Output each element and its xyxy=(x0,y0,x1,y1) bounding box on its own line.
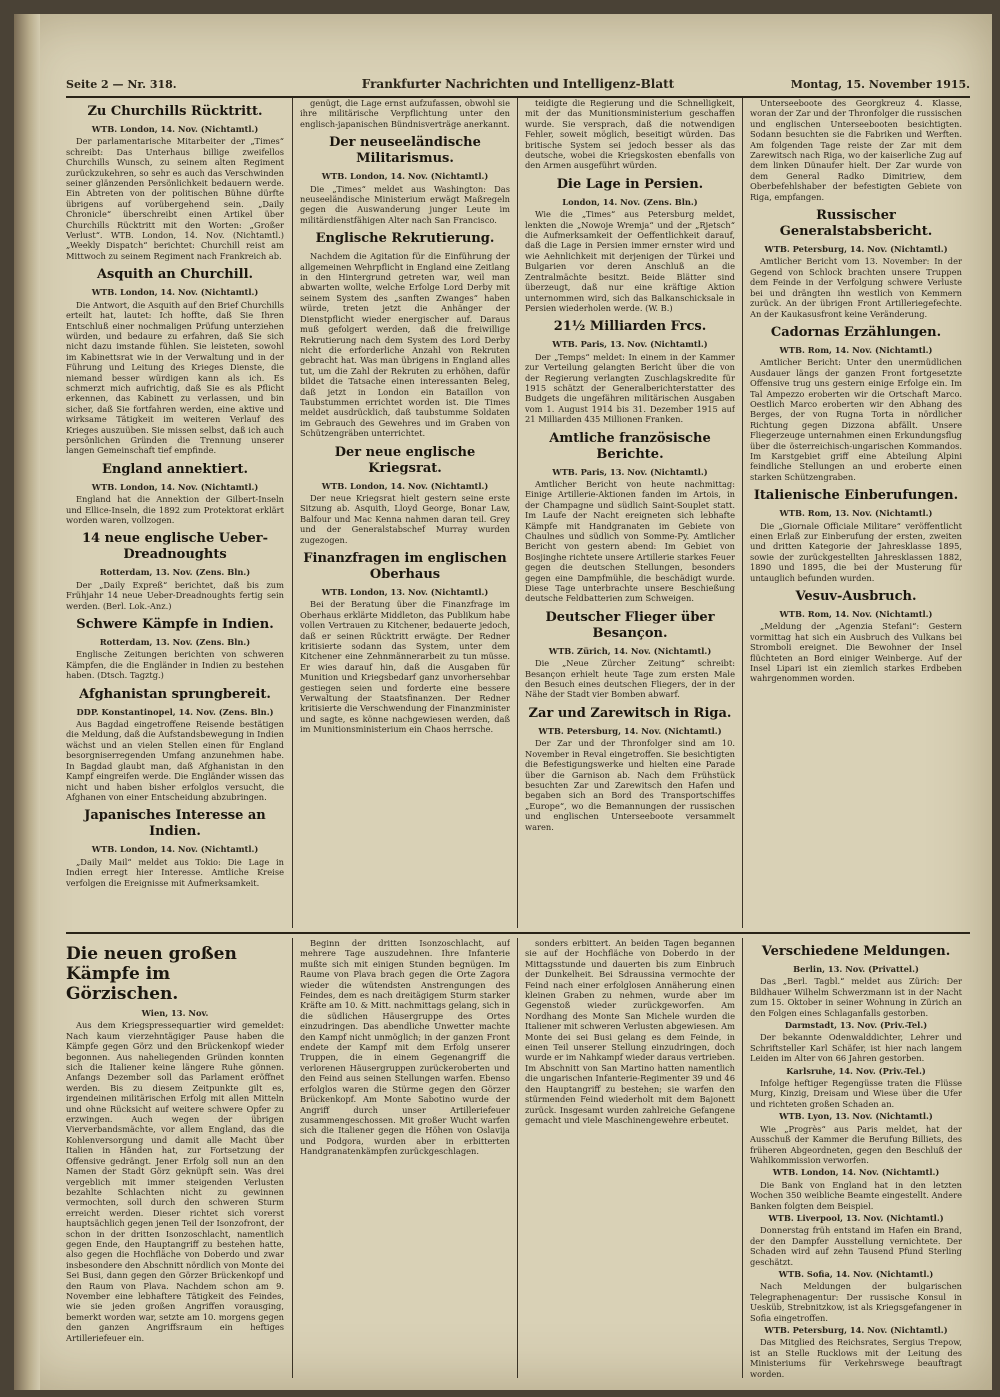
article-body: Der Zar und der Thronfolger sind am 10. November in Reval eingetroffen. Sie besichtigten die Befestigungswerke und hielten eine Parade über die Garnison ab. Nach dem Frühstück besuchten Zar und Zarewitsch den Hafen und begaben sich an Bord des Transportschiffes „Europe“, wo die Bemannungen der russischen und englischen Unterseeboote versammelt waren. xyxy=(525,738,735,832)
article-dateline: Rotterdam, 13. Nov. (Zens. Bln.) xyxy=(99,567,251,578)
article-headline: Der neue englische Kriegsrat. xyxy=(334,444,476,476)
article-body: sonders erbittert. An beiden Tagen begannen sie auf der Hochfläche von Doberdo in der Mittagsstunde und dauerten bis zum Einbruch der Dunkelheit. Bei Sdraussina vermochte der Feind nach einer erfolglosen Annäherung einen kleinen Graben zu nehmen, wurde aber im Gegenstoß wieder zurückgeworfen. Am Nordhang des Monte San Michele wurden die Italiener mit schweren Verlusten abgewiesen. Am Monte dei sei Busi gelang es dem Feinde, in einen Teil unserer Stellung einzudringen, doch wurde er im Nahkampf wieder daraus vertrieben. Im Abschnitt von San Martino hatten namentlich die ungarischen Infanterie-Regimenter 39 und 46 den Hauptangriff zu bestehen; sie warfen den stürmenden Feind wiederholt mit dem Bajonett zurück. Insgesamt wurden zahlreiche Gefangene gemacht und viele Maschinengewehre erbeutet. xyxy=(525,938,735,1125)
article-body: England hat die Annektion der Gilbert-Inseln und Ellice-Inseln, die 1892 zum Protektorat erklärt worden waren, vollzogen. xyxy=(66,494,284,525)
article-dateline: WTB. Zürich, 14. Nov. (Nichtamtl.) xyxy=(548,645,712,656)
newspaper-page xyxy=(14,14,992,1390)
article-headline: 14 neue englische Ueber-Dreadnoughts xyxy=(82,531,268,563)
article-dateline: WTB. Rom, 14. Nov. (Nichtamtl.) xyxy=(779,609,933,620)
column-divider xyxy=(292,938,293,1378)
article-body: Der bekannte Odenwalddichter, Lehrer und Schriftsteller Karl Schäfer, ist hier nach langem Leiden im Alter von 66 Jahren gestorben. xyxy=(750,1032,962,1064)
article-dateline: WTB. London, 14. Nov. (Nichtamtl.) xyxy=(91,481,259,492)
article-dateline: Karlsruhe, 14. Nov. (Priv.-Tel.) xyxy=(786,1065,926,1076)
article-body: Der „Daily Expreß“ berichtet, daß bis zum Frühjahr 14 neue Ueber-Dreadnoughts fertig sein werden. (Berl. Lok.-Anz.) xyxy=(66,579,284,611)
article-dateline: WTB. London, 14. Nov. (Nichtamtl.) xyxy=(321,480,489,491)
article-dateline: Berlin, 13. Nov. (Privattel.) xyxy=(793,964,919,974)
article-body: Donnerstag früh entstand im Hafen ein Brand, der den Dampfer Ausstellung vernichtete. Der Schaden wird auf zehn Tausend Pfund Sterling geschätzt. xyxy=(750,1225,962,1267)
article-body: Der neue Kriegsrat hielt gestern seine erste Sitzung ab. Asquith, Lloyd George, Bonar Law, Balfour und Mac Kenna nahmen daran teil. Grey und der Generalstabschef Murray wurden zugezogen. xyxy=(300,492,510,545)
issue-date: Montag, 15. November 1915. xyxy=(790,78,970,91)
article-dateline: WTB. Sofia, 14. Nov. (Nichtamtl.) xyxy=(778,1268,934,1279)
article-dateline: WTB. Rom, 14. Nov. (Nichtamtl.) xyxy=(779,344,933,355)
section-divider xyxy=(66,932,970,934)
article-headline: Afghanistan sprungbereit. xyxy=(79,686,271,702)
article-dateline: WTB. London, 14. Nov. (Nichtamtl.) xyxy=(91,287,259,298)
newspaper-title: Frankfurter Nachrichten und Intelligenz-Blatt xyxy=(361,77,675,91)
column-divider xyxy=(742,938,743,1378)
article-dateline: Rotterdam, 13. Nov. (Zens. Bln.) xyxy=(99,637,251,648)
article-headline: Verschiedene Meldungen. xyxy=(761,944,951,959)
article-body: Das Mitglied des Reichsrates, Sergius Trepow, ist an Stelle Rucklows mit der Leitung des Ministeriums für Verkehrswege beauftragt worden. xyxy=(750,1337,962,1378)
page-edge xyxy=(14,14,40,1390)
article-dateline: WTB. Petersburg, 14. Nov. (Nichtamtl.) xyxy=(764,244,948,255)
article-body: Unterseeboote des Georgkreuz 4. Klasse, woran der Zar und der Thronfolger die russischen und englischen Unterseebooten besichtigten. Sodann besuchten sie die Fabriken und Werften. Am folgenden Tage reiste der Zar mit dem Zarewitsch nach Riga, wo der kaiserliche Zug auf dem linken Dünaufer hielt. Der Zar wurde von dem General Radko Dimitriew, dem Oberbefehlshaber der befestigten Gebiete von Riga, empfangen. xyxy=(750,98,962,202)
column-divider xyxy=(742,98,743,928)
article-headline: Deutscher Flieger über Besançon. xyxy=(545,609,715,641)
article-body: Der parlamentarische Mitarbeiter der „Times“ schreibt: Das Unterhaus billige zweifellos Churchills Wunsch, zu seinem alten Regiment zurückzukehren, so sehr es auch das Verschwinden seiner glänzenden Persönlichkeit bedauern werde. Ein Abtreten von der politischen Bühne dürfte übrigens auf vorübergehend sein. „Daily Chronicle“ überschreibt einen Artikel über Churchills Rücktritt mit den Worten: „Großer Verlust“. WTB. London, 14. Nov. (Nichtamtl.) „Weekly Dispatch“ berichtet: Churchill reist am Mittwoch zu seinem Regiment nach Frankreich ab. xyxy=(66,136,284,261)
article-headline: Zu Churchills Rücktritt. xyxy=(87,104,263,119)
article-headline: Die Lage in Persien. xyxy=(556,176,704,192)
article-dateline: WTB. Paris, 13. Nov. (Nichtamtl.) xyxy=(552,466,708,477)
article-dateline: WTB. Rom, 13. Nov. (Nichtamtl.) xyxy=(779,508,933,519)
article-body: Die „Times“ meldet aus Washington: Das neuseeländische Ministerium erwägt Maßregeln gegen die Auswanderung junger Leute im militärdienstfähigen Alter nach San Francisco. xyxy=(300,183,510,225)
article-headline: England annektiert. xyxy=(101,461,249,477)
bottom-column-4 xyxy=(750,938,962,1378)
article-body: genügt, die Lage ernst aufzufassen, obwohl sie ihre militärische Verpflichtung unter den englisch-japanischen Bündnisverträge anerkannt. xyxy=(300,98,510,129)
article-headline: Zar und Zarewitsch in Riga. xyxy=(528,705,732,721)
article-body: Der „Temps“ meldet: In einem in der Kammer zur Verteilung gelangten Bericht über die von der Regierung verlangten Zuschlagskredite für 1915 schätzt der Generalberichterstatter des Budgets die ungefähren militärischen Ausgaben vom 1. August 1914 bis 31. Dezember 1915 auf 21 Milliarden 435 Millionen Franken. xyxy=(525,351,735,425)
article-body: „Daily Mail“ meldet aus Tokio: Die Lage in Indien erregt hier Interesse. Amtliche Kreise verfolgen die Ereignisse mit Aufmerksamkeit. xyxy=(66,856,284,888)
column-3 xyxy=(525,98,735,928)
article-dateline: WTB. London, 14. Nov. (Nichtamtl.) xyxy=(91,844,259,855)
article-body: Das „Berl. Tagbl.“ meldet aus Zürich: Der Bildhauer Wilhelm Schwerzmann ist in der Nacht zum 15. Oktober in seiner Wohnung in Zürich an den Folgen eines Schlaganfalls gestorben. xyxy=(750,976,962,1018)
article-body: Nach Meldungen der bulgarischen Telegraphenagentur: Der russische Konsul in Uesküb, Strebnitzkow, ist als Kriegsgefangener in Sofia eingetroffen. xyxy=(750,1281,962,1323)
article-headline: Schwere Kämpfe in Indien. xyxy=(76,617,274,633)
article-body: Amtlicher Bericht vom 13. November: In der Gegend von Schlock brachten unsere Truppen dem Feinde in der Verfolgung schwere Verluste bei und drängten ihn westlich von Kemmern zurück. An der übrigen Front Artilleriegefechte. An der Kaukasusfront keine Veränderung. xyxy=(750,256,962,319)
article-body: Aus dem Kriegspressequartier wird gemeldet: Nach kaum vierzehntägiger Pause haben die Kämpfe gegen Görz und den Brückenkopf wieder begonnen. Aus naheliegenden Gründen konnten sich die Italiener keine längere Ruhe gönnen. Anfangs Dezember soll das Parlament eröffnet werden. Bis zu diesem Zeitpunkte gilt es, irgendeinen militärischen Erfolg mit allen Mitteln und ohne Rücksicht auf weitere schwere Opfer zu erzwingen. Auch wegen der übrigen Vierverbandsmächte, vor allem England, das die Kohlenversorgung und damit alle Macht über Italien in Händen hat, zur Fortsetzung der Offensive gedrängt. Jener Erfolg soll nun an den Namen der Stadt Görz geknüpft sein. Was drei vergeblich mit immer steigenden Verlusten bezahlte Schlachten nicht zu gewinnen vermochten, soll durch den schweren Sturm erreicht werden. Dieser richtet sich vorerst hauptsächlich gegen jenen Teil der Isonzofront, der schon in der dritten Isonzoschlacht, namentlich gegen Ende, den Hauptangriff zu bestehen hatte, also gegen die Hochfläche von Doberdo und zwar insbesondere den Abschnitt nördlich von Monte dei Sei Busi, dann gegen den Görzer Brückenkopf und den Raum von Plava. Nachdem schon am 9. November eine lebhaftere Tätigkeit des Feindes, wie sie jeden großen Angriffen vorausging, bemerkt worden war, setzte am 10. morgens gegen den ganzen Angriffsraum ein heftiges Artilleriefeuer ein. xyxy=(66,1020,284,1343)
article-body: Die „Giornale Officiale Militare“ veröffentlicht einen Erlaß zur Einberufung der ersten, zweiten und dritten Kategorie der Jahresklasse 1895, sowie der zurückgestellten Jahresklassen 1882, 1890 und 1895, die bei der Musterung für untauglich befunden wurden. xyxy=(750,520,962,583)
column-divider xyxy=(517,938,518,1378)
article-dateline: WTB. Petersburg, 14. Nov. (Nichtamtl.) xyxy=(538,725,722,736)
column-divider xyxy=(292,98,293,928)
masthead xyxy=(66,74,970,98)
article-dateline: WTB. London, 14. Nov. (Nichtamtl.) xyxy=(91,124,259,134)
article-headline: Cadornas Erzählungen. xyxy=(770,324,942,340)
article-headline: Vesuv-Ausbruch. xyxy=(795,589,917,605)
article-dateline: WTB. London, 13. Nov. (Nichtamtl.) xyxy=(321,587,489,597)
article-headline: Der neuseeländische Militarismus. xyxy=(329,135,481,167)
article-headline: 21½ Milliarden Frcs. xyxy=(553,319,707,335)
article-headline: Japanisches Interesse an Indien. xyxy=(84,808,266,840)
article-headline: Amtliche französische Berichte. xyxy=(549,430,711,462)
article-body: Amtlicher Bericht: Unter den unermüdlichen Ausdauer längs der ganzen Front fortgesetzte Offensive trug uns gestern einige Erfolge ein. Im Tal Ampezzo eroberten wir die Ortschaft Marco. Oestlich Marco eroberten wir den Abhang des Berges, der von Rugna Torta in nördlicher Richtung gegen Dizzona abfällt. Unsere Fliegerzeuge unternahmen einen Erkundungsflug über die österreichisch-ungarischen Kommandos. Im Karstgebiet griff eine Abteilung Alpini feindliche Stellungen an und eroberte einen starken Schützengraben. xyxy=(750,357,962,482)
article-dateline: London, 14. Nov. (Zens. Bln.) xyxy=(562,196,698,207)
article-dateline: WTB. Lyon, 13. Nov. (Nichtamtl.) xyxy=(779,1111,933,1122)
article-headline: Englische Rekrutierung. xyxy=(315,231,495,247)
article-body: Aus Bagdad eingetroffene Reisende bestätigen die Meldung, daß die Aufstandsbewegung in Indien wächst und an vielen Stellen einen für England besorgniserregenden Umfang anzunehmen habe. In Bagdad glaubt man, daß Afghanistan in den Kampf eingreifen werde. Die Engländer wissen das nicht und haben bisher erfolglos versucht, die Afghanen von einer Entscheidung abzubringen. xyxy=(66,719,284,802)
article-dateline: WTB. Petersburg, 14. Nov. (Nichtamtl.) xyxy=(764,1325,948,1335)
article-headline: Italienische Einberufungen. xyxy=(753,488,959,504)
article-body: Nachdem die Agitation für die Einführung der allgemeinen Wehrpflicht in England eine Zeitlang in den Hintergrund getreten war, weil man abwarten wollte, welche Erfolge Lord Derby mit seinem System des „sanften Zwanges“ haben würde, treten jetzt die Anhänger der Dienstpflicht wieder energischer auf. Daraus muß gefolgert werden, daß die freiwillige Rekrutierung nach dem System des Lord Derby nicht die erforderliche Anzahl von Rekruten gebracht hat. Was man übrigens in England alles tut, um die Zahl der Rekruten zu erhöhen, dafür bildet die Tatsache einen interessanten Beleg, daß jetzt in London ein Bataillon von Taubstummen errichtet worden ist. Die Times meldet ausdrücklich, daß taubstumme Soldaten im Gebrauch des Gewehres und im Graben von Schützengräben unterrichtet. xyxy=(300,251,510,439)
column-1 xyxy=(66,98,284,928)
column-divider xyxy=(517,98,518,928)
article-body: Die Antwort, die Asquith auf den Brief Churchills erteilt hat, lautet: Ich hoffte, daß Sie Ihren Entschluß einer nochmaligen Prüfung unterziehen würden, und bedaure zu erfahren, daß Sie sich nicht dazu imstande fühlen. Sie leisteten, sowohl im Kabinettsrat wie in der Verwaltung und in der Führung und Leitung des Krieges Dienste, die niemand besser würdigen kann als ich. Es schmerzt mich aufrichtig, daß Sie es als Pflicht erkennen, das Kabinett zu verlassen, und bin sicher, daß Sie fortfahren werden, eine aktive und wirksame Tätigkeit im weiteren Verlauf des Krieges auszuüben. Sie missen selbst, daß ich auch persönlichen Gründen die Trennung unserer langen Gemeinschaft tief empfinde. xyxy=(66,299,284,456)
bottom-column-3 xyxy=(525,938,735,1378)
article-dateline: WTB. Paris, 13. Nov. (Nichtamtl.) xyxy=(552,339,708,350)
article-dateline: WTB. Liverpool, 13. Nov. (Nichtamtl.) xyxy=(768,1212,944,1223)
article-dateline: Darmstadt, 13. Nov. (Priv.-Tel.) xyxy=(784,1020,928,1031)
article-body: Bei der Beratung über die Finanzfrage im Oberhaus erklärte Middleton, das Publikum habe vollen Vertrauen zu Kitchener, bedauerte jedoch, daß er seinen Rücktritt erwägte. Der Redner kritisierte sodann das System, unter dem Kitchener eine Zehnmännerarbeit zu tun müsse. Er wies darauf hin, daß die Ausgaben für Munition und Kriegsbedarf ganz unvorhersehbar gestiegen seien und forderte eine bessere Verwaltung der Staatsfinanzen. Der Redner kritisierte die Verschwendung der Finanzminister und sagte, es könne nachgewiesen werden, daß im Munitionsministerium ein Chaos herrsche. xyxy=(300,599,510,735)
article-headline: Finanzfragen im englischen Oberhaus xyxy=(303,551,507,582)
article-body: Die Bank von England hat in den letzten Wochen 350 weibliche Beamte eingestellt. Andere Banken folgten dem Beispiel. xyxy=(750,1179,962,1211)
article-dateline: WTB. London, 14. Nov. (Nichtamtl.) xyxy=(321,171,489,182)
column-2 xyxy=(300,98,510,928)
page-number: Seite 2 — Nr. 318. xyxy=(66,78,177,91)
bottom-column-1 xyxy=(66,938,284,1378)
article-body: „Meldung der „Agenzia Stefani“: Gestern vormittag hat sich ein Ausbruch des Vulkans bei Stromboli ereignet. Die Bewohner der Insel flüchteten an Bord einiger Weinberge. Auf der Insel Lipari ist ein ziemlich starkes Erdbeben wahrgenommen worden. xyxy=(750,621,962,684)
column-4 xyxy=(750,98,962,928)
article-body: Wie „Progrès“ aus Paris meldet, hat der Ausschuß der Kammer die Berufung Billiets, des früheren Abgeordneten, gegen den Beschluß der Wahlkommission verworfen. xyxy=(750,1123,962,1165)
article-body: Amtlicher Bericht von heute nachmittag: Einige Artillerie-Aktionen fanden im Artois, in der Champagne und südlich Saint-Souplet statt. Im Laufe der Nacht ereigneten sich lebhafte Kämpfe mit Handgranaten im Gebiete von Chaulnes und südlich von Somme-Py. Amtlicher Bericht von gestern abend: Im Gebiet von Bosjinghe richtete unsere Artillerie starkes Feuer gegen die deutschen Stellungen, besonders gegen eine Dampfmühle, die beschädigt wurde. Diese Tage unterbrachte unsere Beschießung deutsche Feldbatterien zum Schweigen. xyxy=(525,478,735,604)
article-body: Wie die „Times“ aus Petersburg meldet, lenkten die „Nowoje Wremja“ und der „Rjetsch“ die Aufmerksamkeit der Oeffentlichkeit darauf, daß die Lage in Persien immer ernster wird und wie Aehnlichkeit mit derjenigen der Türkei und Bulgarien vor deren Anschluß an die Zentralmächte besitzt. Beide Blätter sind überzeugt, daß nur eine kräftige Aktion unternommen wird, sich das Balkanschicksale in Persien wiederholen werde. (W. B.) xyxy=(525,209,735,313)
article-body: Englische Zeitungen berichten von schweren Kämpfen, die die Engländer in Indien zu bestehen haben. (Dtsch. Tagztg.) xyxy=(66,649,284,681)
article-body: Infolge heftiger Regengüsse traten die Flüsse Murg, Kinzig, Dreisam und Wiese über die Ufer und richteten großen Schaden an. xyxy=(750,1078,962,1109)
article-body: Die „Neue Zürcher Zeitung“ schreibt: Besançon erhielt heute Tage zum ersten Male den Besuch eines deutschen Fliegers, der in der Nähe der Stadt vier Bomben abwarf. xyxy=(525,658,735,700)
article-headline: Asquith an Churchill. xyxy=(96,267,254,283)
article-headline: Russischer Generalstabsbericht. xyxy=(779,208,933,240)
article-dateline: WTB. London, 14. Nov. (Nichtamtl.) xyxy=(772,1167,940,1178)
article-headline: Die neuen großen Kämpfe im Görzischen. xyxy=(66,944,237,1004)
article-body: teidigte die Regierung und die Schnelligkeit, mit der das Munitionsministerium geschaffen wurde. Sie versprach, daß die notwendigen Fehler, soweit möglich, beseitigt würden. Das britische System sei jedoch besser als das deutsche, wobei die Kriegskosten ebenfalls von den Armen ausgeführt würden. xyxy=(525,98,735,171)
article-dateline: Wien, 13. Nov. xyxy=(141,1008,209,1018)
bottom-column-2 xyxy=(300,938,510,1378)
article-dateline: DDP. Konstantinopel, 14. Nov. (Zens. Bln.) xyxy=(76,706,274,717)
article-body: Beginn der dritten Isonzoschlacht, auf mehrere Tage auszudehnen. Ihre Infanterie mußte sich mit einigen Stunden begnügen. Im Raume von Plava brach gegen die Orte Zagora wieder die wütendsten Anstrengungen des Feindes, dem es nach dreitägigem Sturm starker Kräfte am 10. & Mitt. nachmittags gelang, sich in die südlichen Häusergruppe des Ortes einzudringen. Das abendliche Unwetter machte den Kampf nicht unmöglich; in der ganzen Front endete der Kampf mit dem Erfolg unserer Truppen, die in einem Gegenangriff die verlorenen Häusergruppen zurückeroberten und den Feind aus seinen Stellungen warfen. Ebenso erfolglos waren die Stürme gegen den Görzer Brückenkopf. Am Monte Sabotino wurde der Angriff durch unser Artilleriefeuer zusammengeschossen. Mit großer Wucht warfen sich die Italiener gegen die Höhen von Oslavija und Podgora, wurden aber in erbitterten Handgranatenkämpfen zurückgeschlagen. xyxy=(300,938,510,1157)
